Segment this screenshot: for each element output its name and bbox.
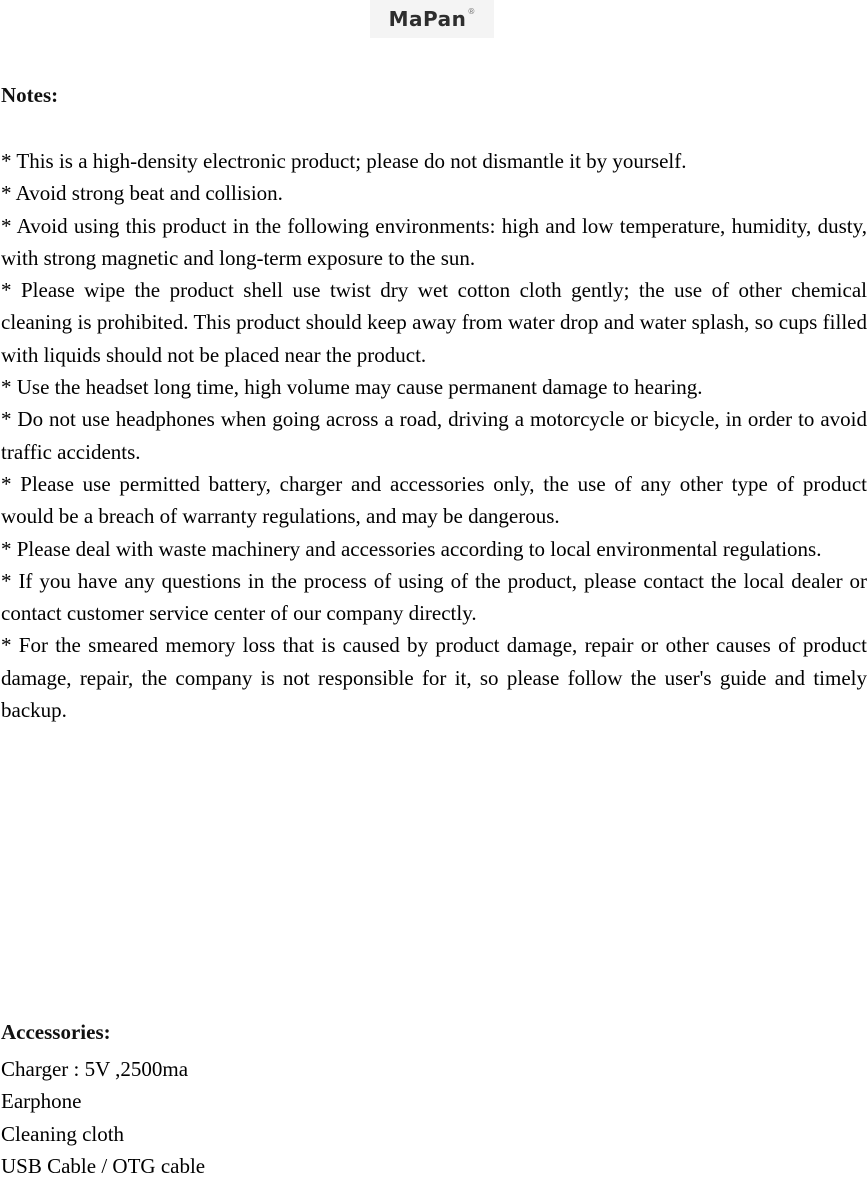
note-item: * For the smeared memory loss that is caused by product damage, repair or other causes of product damage, repair, the company is not responsible for it, so please follow the user's guide and timely backup.	[1, 633, 867, 723]
accessories-list	[1, 1053, 867, 1182]
note-item: * Avoid strong beat and collision.	[1, 181, 283, 206]
registered-mark: ®	[467, 6, 476, 16]
note-item: * Do not use headphones when going across a road, driving a motorcycle or bicycle, in order to avoid traffic accidents.	[1, 407, 867, 464]
notes-heading: Notes:	[1, 83, 59, 107]
accessory-item: Cleaning cloth	[1, 1121, 125, 1146]
note-item: * Please use permitted battery, charger and accessories only, the use of any other type of product would be a breach of warranty regulations, and may be dangerous.	[1, 471, 867, 529]
note-item: * Please wipe the product shell use twist dry wet cotton cloth gently; the use of other chemical cleaning is prohibited. This product should keep away from water drop and water splash, so cups filled with liquids should not be placed near the product.	[1, 278, 867, 367]
note-item: * Please deal with waste machinery and accessories according to local environmental regulations.	[1, 536, 822, 561]
note-item: * If you have any questions in the process of using of the product, please contact the local dealer or contact customer service center of our company directly.	[1, 568, 867, 626]
accessory-item: USB Cable / OTG cable	[1, 1153, 206, 1178]
note-item: * Avoid using this product in the following environments: high and low temperature, humidity, dusty, with strong magnetic and long-term exposure to the sun.	[1, 213, 867, 270]
accessory-item: Earphone	[1, 1089, 82, 1114]
note-item: * Use the headset long time, high volume may cause permanent damage to hearing.	[1, 375, 703, 400]
brand-logo-text: MaPan	[388, 7, 467, 31]
accessories-heading: Accessories:	[1, 1020, 111, 1044]
notes-list	[1, 145, 867, 726]
note-item: * This is a high-density electronic product; please do not dismantle it by yourself.	[1, 149, 687, 173]
brand-logo	[370, 0, 494, 38]
accessory-item: Charger : 5V ,2500ma	[1, 1057, 189, 1081]
